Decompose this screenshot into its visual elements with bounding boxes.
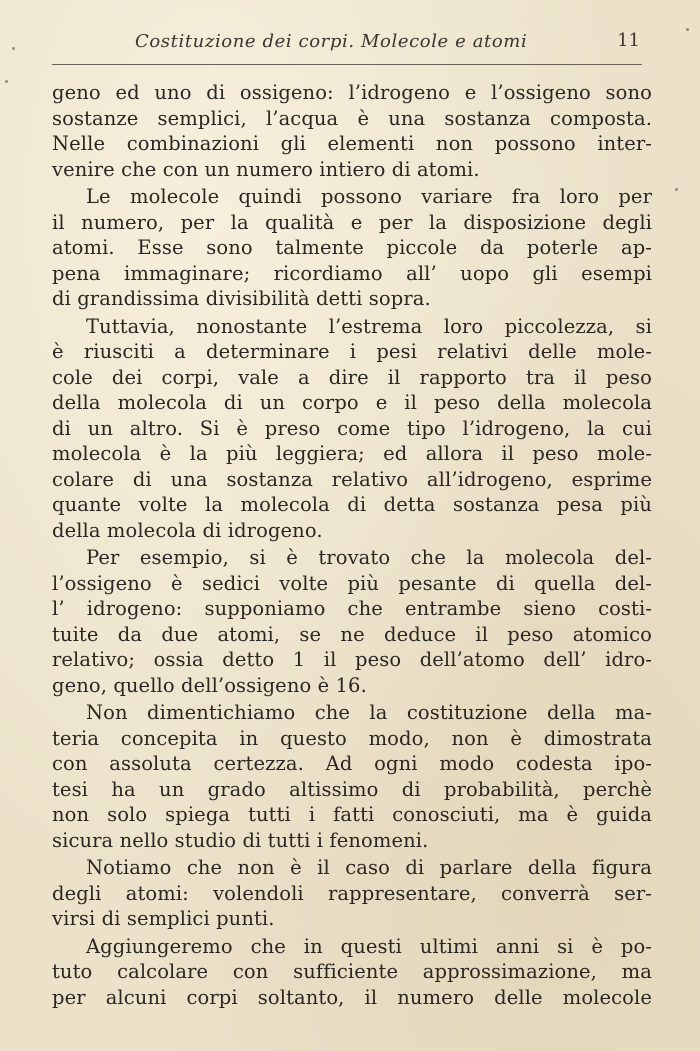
text-line: virsi di semplici punti. <box>52 907 275 930</box>
page-number: 11 <box>617 30 640 51</box>
text-line: è riusciti a determinare i pesi relativi delle mole- <box>52 340 652 363</box>
text-line: sicura nello studio di tutti i fenomeni. <box>52 828 429 852</box>
text-line: Notiamo che non è il caso di parlare della figura <box>86 856 652 879</box>
text-line: pena immaginare; ricordiamo all’ uopo gli esempi <box>52 261 652 285</box>
text-line: della molecola di idrogeno. <box>52 518 323 542</box>
text-line: colare di una sostanza relativo all’idrogeno, esprime <box>52 467 652 491</box>
text-line: il numero, per la qualità e per la disposizione degli <box>52 210 652 234</box>
text-line: cole dei corpi, vale a dire il rapporto tra il peso <box>52 365 652 389</box>
text-line: geno ed uno di ossigeno: l’idrogeno e l’ossigeno sono <box>52 81 652 104</box>
paragraph <box>52 545 652 698</box>
print-speck <box>12 47 15 50</box>
text-line: per alcuni corpi soltanto, il numero delle molecole <box>52 985 652 1009</box>
text-line: tuite da due atomi, se ne deduce il peso atomico <box>52 622 652 646</box>
text-line: di grandissima divisibilità detti sopra. <box>52 287 431 310</box>
text-line: Nelle combinazioni gli elementi non possono inter- <box>52 132 652 155</box>
print-speck <box>675 188 678 191</box>
text-line: tuto calcolare con sufficiente approssimazione, ma <box>52 960 652 983</box>
text-line: venire che con un numero intiero di atomi. <box>52 157 480 181</box>
text-line: Le molecole quindi possono variare fra loro per <box>86 185 652 208</box>
text-line: della molecola di un corpo e il peso della molecola <box>52 391 652 414</box>
text-line: l’ossigeno è sedici volte più pesante di quella del- <box>52 571 652 595</box>
text-line: non solo spiega tutti i fatti conosciuti, ma è guida <box>52 803 652 826</box>
text-line: con assoluta certezza. Ad ogni modo codesta ipo- <box>52 752 652 775</box>
text-line: di un altro. Si è preso come tipo l’idrogeno, la cui <box>52 416 652 440</box>
text-line: atomi. Esse sono talmente piccole da poterle ap- <box>52 236 652 259</box>
text-line: sostanze semplici, l’acqua è una sostanza composta. <box>52 106 652 130</box>
running-title: Costituzione dei corpi. Molecole e atomi <box>135 31 528 52</box>
text-line: tesi ha un grado altissimo di probabilità, perchè <box>52 777 652 801</box>
body-text <box>52 80 652 1012</box>
paragraph <box>52 700 652 853</box>
text-line: quante volte la molecola di detta sostanza pesa più <box>52 493 652 516</box>
text-line: Tuttavia, nonostante l’estrema loro piccolezza, si <box>86 314 652 338</box>
paragraph <box>52 80 652 182</box>
text-line: l’ idrogeno: supponiamo che entrambe sieno costi- <box>52 597 652 620</box>
paragraph <box>52 934 652 1011</box>
text-line: Aggiungeremo che in questi ultimi anni si è po- <box>86 934 652 958</box>
text-line: geno, quello dell’ossigeno è 16. <box>52 673 367 697</box>
page-header <box>135 28 640 58</box>
paragraph <box>52 314 652 544</box>
text-line: Per esempio, si è trovato che la molecola del- <box>86 546 652 569</box>
text-line: teria concepita in questo modo, non è dimostrata <box>52 726 652 750</box>
print-speck <box>686 28 689 31</box>
paragraph <box>52 184 652 312</box>
paragraph <box>52 855 652 932</box>
text-line: Non dimentichiamo che la costituzione della ma- <box>86 701 652 724</box>
header-rule <box>52 64 642 65</box>
text-line: molecola è la più leggiera; ed allora il peso mole- <box>52 442 652 465</box>
text-line: degli atomi: volendoli rappresentare, converrà ser- <box>52 881 652 905</box>
text-line: relativo; ossia detto 1 il peso dell’atomo dell’ idro- <box>52 648 652 671</box>
print-speck <box>5 80 8 83</box>
